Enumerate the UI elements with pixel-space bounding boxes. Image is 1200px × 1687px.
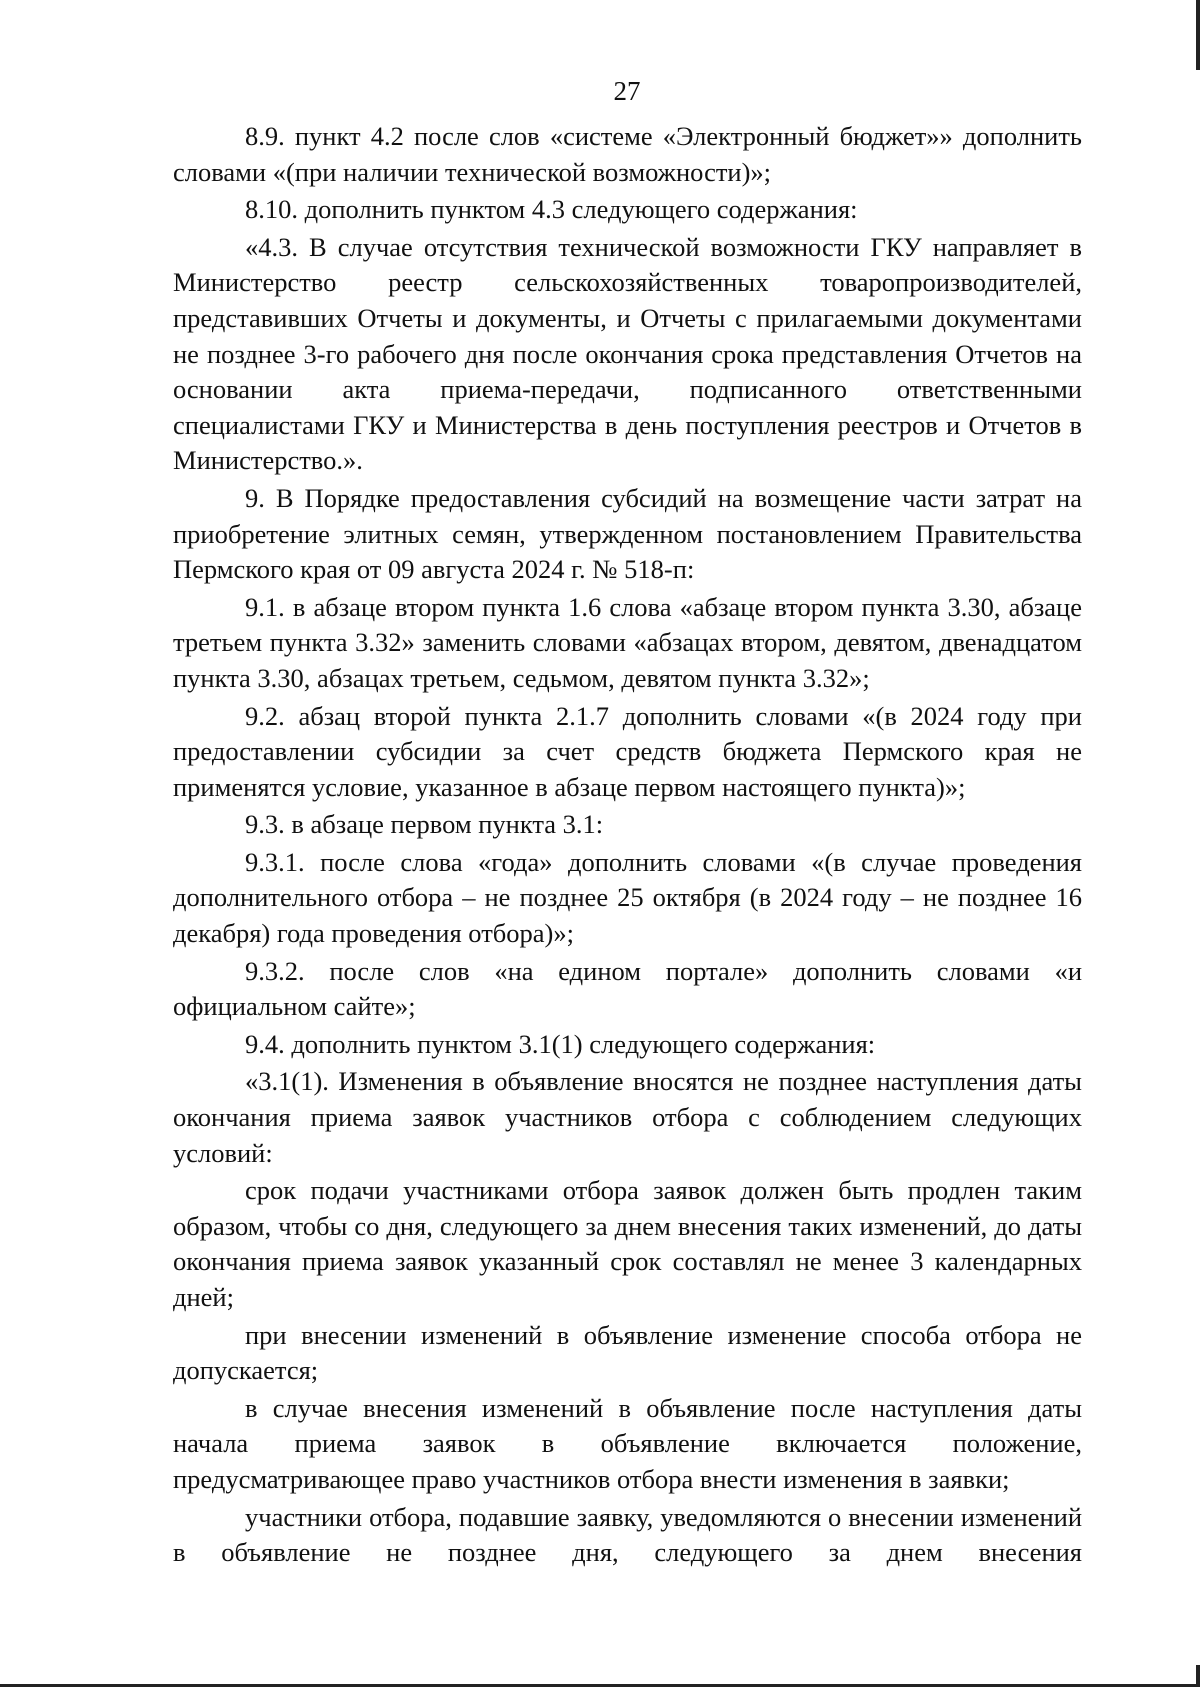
paragraph-9-3-2: 9.3.2. после слов «на едином портале» дополнить словами «и официальном сайте»; bbox=[173, 955, 1082, 1022]
page-number: 27 bbox=[613, 76, 641, 106]
document-body bbox=[173, 119, 1082, 1573]
paragraph-8-10: 8.10. дополнить пунктом 4.3 следующего содержания: bbox=[245, 194, 858, 225]
paragraph-changes-condition: в случае внесения изменений в объявление после наступления даты начала приема заявок в объявление включается положение, предусматривающее право участников отбора внести изменения в заявки; bbox=[173, 1392, 1082, 1494]
paragraph-9-4: 9.4. дополнить пунктом 3.1(1) следующего содержания: bbox=[245, 1028, 876, 1059]
scan-edge-top bbox=[1196, 0, 1200, 70]
paragraph-9-3-1: 9.3.1. после слова «года» дополнить словами «(в случае проведения дополнительного отбора – не позднее 25 октября (в 2024 году – не позднее 16 декабря) года проведения отбора)»; bbox=[173, 846, 1082, 949]
paragraph-method-condition: при внесении изменений в объявление изменение способа отбора не допускается; bbox=[173, 1319, 1082, 1386]
paragraph-9-2: 9.2. абзац второй пункта 2.1.7 дополнить словами «(в 2024 году при предоставлении субсидии за счет средств бюджета Пермского края не применятся условие, указанное в абзаце первом настоящего пункта)»; bbox=[173, 700, 1082, 802]
paragraph-8-9: 8.9. пункт 4.2 после слов «системе «Электронный бюджет»» дополнить словами «(при наличии технической возможности)»; bbox=[173, 121, 1082, 187]
paragraph-notification-condition: участники отбора, подавшие заявку, уведомляются о внесении изменений в объявление не позднее дня, следующего за днем внесения bbox=[173, 1501, 1082, 1568]
paragraph-deadline-condition: срок подачи участниками отбора заявок должен быть продлен таким образом, чтобы со дня, следующего за днем внесения таких изменений, до даты окончания приема заявок указанный срок составлял не менее 3 календарных дней; bbox=[173, 1175, 1082, 1312]
paragraph-4-3: «4.3. В случае отсутствия технической возможности ГКУ направляет в Министерство реестр сельскохозяйственных товаропроизводителей, представивших Отчеты и документы, и Отчеты с прилагаемыми документами не позднее 3-го рабочего дня после окончания срока представления Отчетов на основании акта приема-передачи, подписанного ответственными специалистами ГКУ и Министерства в день поступления реестров и Отчетов в Министерство.». bbox=[173, 231, 1082, 476]
paragraph-3-1-1: «3.1(1). Изменения в объявление вносятся не позднее наступления даты окончания приема заявок участников отбора с соблюдением следующих условий: bbox=[173, 1066, 1082, 1168]
paragraph-9: 9. В Порядке предоставления субсидий на возмещение части затрат на приобретение элитных семян, утвержденном постановлением Правительства Пермского края от 09 августа 2024 г. № 518-п: bbox=[173, 482, 1082, 585]
paragraph-9-1: 9.1. в абзаце втором пункта 1.6 слова «абзаце втором пункта 3.30, абзаце третьем пункта 3.32» заменить словами «абзацах втором, девятом, двенадцатом пункта 3.30, абзацах третьем, седьмом, девятом пункта 3.32»; bbox=[173, 591, 1082, 693]
paragraph-9-3: 9.3. в абзаце первом пункта 3.1: bbox=[245, 809, 604, 840]
